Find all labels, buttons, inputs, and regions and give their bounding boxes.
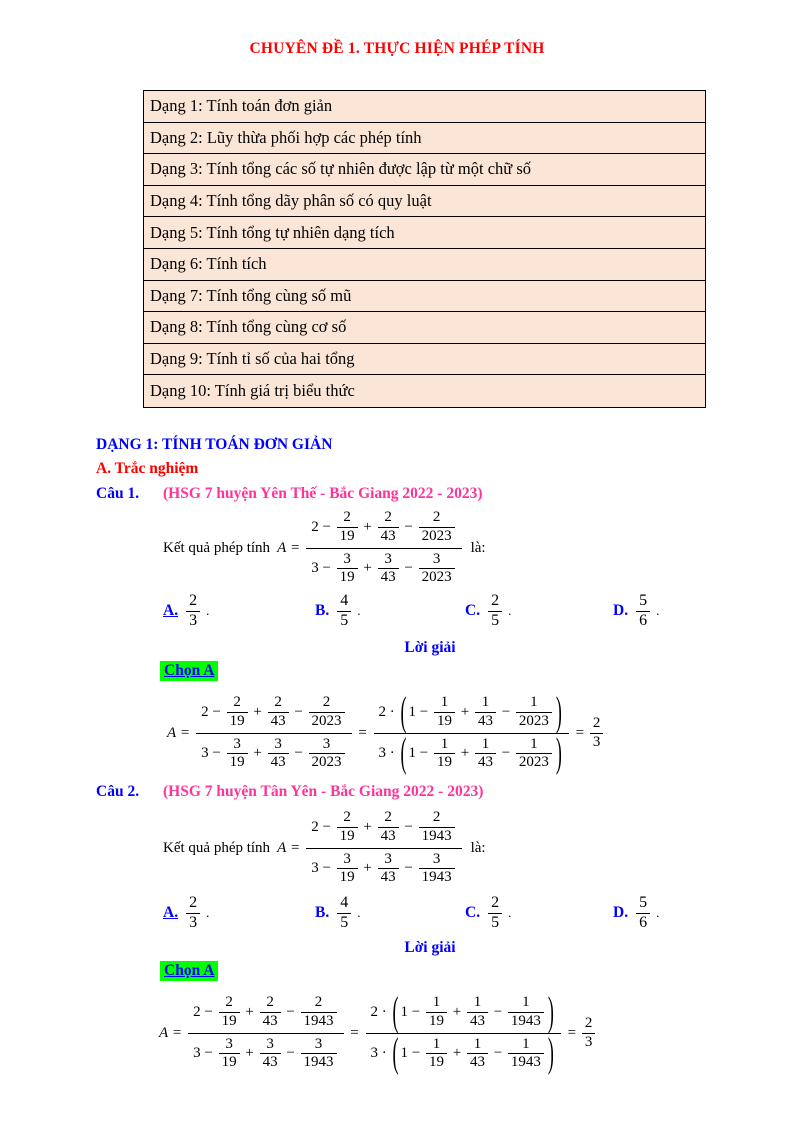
table-row: Dạng 8: Tính tổng cùng cơ số	[144, 312, 705, 344]
answer-choice-badge: Chọn A	[160, 961, 218, 981]
question-1-solution-math: A = 2 − $\frac{2}{19}$ + $\frac{2}{43}$ − $\frac{2}{2023}$ 3 − $\frac{3}{19}$ + $\frac{3}{43}$ − $\frac{3}{2023}$ = 2 · ( 1 − $\frac{1}{19}$ + $\frac{1}{43}$ − $\frac{1}{2023}$ ) 3 · ( 1 − $\frac{1}{19}$ + $\frac{1}{43}$ − $\frac{1}{2023}$ ) = $\frac{2}{3}$	[166, 692, 605, 774]
question-1-formula: A = 2 − $\frac{2}{19}$ + $\frac{2}{43}$ − $\frac{2}{2023}$ 3 − $\frac{3}{19}$ + $\frac{3}{43}$ − $\frac{3}{2023}$	[276, 507, 465, 589]
answer-choice-badge: Chọn A	[160, 661, 218, 681]
option-d-period: .	[656, 905, 660, 920]
question-2-intro: Kết quả phép tính	[163, 839, 271, 856]
option-b-label: B.	[315, 602, 330, 619]
option-b	[315, 588, 360, 634]
option-b-value: $\frac{4}{5}$	[337, 592, 351, 631]
option-c-period: .	[508, 905, 512, 920]
option-d-label: D.	[613, 904, 629, 921]
question-2-options	[0, 890, 794, 936]
option-d	[613, 588, 659, 634]
question-1-source: (HSG 7 huyện Yên Thế - Bắc Giang 2022 - 2023)	[163, 485, 483, 502]
option-d-value: $\frac{5}{6}$	[636, 894, 650, 933]
question-1-solution	[166, 688, 605, 778]
option-c-period: .	[508, 603, 512, 618]
option-a	[163, 588, 209, 634]
section-heading: DẠNG 1: TÍNH TOÁN ĐƠN GIẢN	[96, 436, 333, 453]
question-2-suffix: là:	[470, 839, 486, 856]
option-c-value: $\frac{2}{5}$	[488, 894, 502, 933]
table-row: Dạng 5: Tính tổng tự nhiên dạng tích	[144, 217, 705, 249]
question-1-header	[96, 485, 736, 505]
question-1-intro: Kết quả phép tính	[163, 539, 271, 556]
option-c	[465, 588, 511, 634]
question-1-suffix: là:	[470, 539, 486, 556]
solution-heading: Lời giải	[404, 639, 456, 656]
section-subheading: A. Trắc nghiệm	[96, 460, 199, 477]
table-row: Dạng 3: Tính tổng các số tự nhiên được lập từ một chữ số	[144, 154, 705, 186]
table-row: Dạng 10: Tính giá trị biểu thức	[150, 381, 355, 401]
option-d-label: D.	[613, 602, 629, 619]
option-c-label: C.	[465, 602, 481, 619]
option-a-period: .	[206, 603, 210, 618]
option-a-period: .	[206, 905, 210, 920]
option-a-label: A.	[163, 602, 179, 619]
option-a-label: A.	[163, 904, 179, 921]
question-1-label: Câu 1.	[96, 485, 140, 502]
option-d-period: .	[656, 603, 660, 618]
question-2-header	[96, 783, 736, 803]
page-title: CHUYÊN ĐỀ 1. THỰC HIỆN PHÉP TÍNH	[249, 40, 545, 57]
table-row: Dạng 6: Tính tích	[144, 249, 705, 281]
solution-heading: Lời giải	[404, 939, 456, 956]
question-2-formula: A = 2 − $\frac{2}{19}$ + $\frac{2}{43}$ − $\frac{2}{1943}$ 3 − $\frac{3}{19}$ + $\frac{3}{43}$ − $\frac{3}{1943}$	[276, 807, 465, 889]
table-row: Dạng 1: Tính toán đơn giản	[144, 91, 705, 123]
question-2-label: Câu 2.	[96, 783, 140, 800]
option-b-label: B.	[315, 904, 330, 921]
question-2-solution-math: A = 2 − $\frac{2}{19}$ + $\frac{2}{43}$ − $\frac{2}{1943}$ 3 − $\frac{3}{19}$ + $\frac{3}{43}$ − $\frac{3}{1943}$ = 2 · ( 1 − $\frac{1}{19}$ + $\frac{1}{43}$ − $\frac{1}{1943}$ ) 3 · ( 1 − $\frac{1}{19}$ + $\frac{1}{43}$ − $\frac{1}{1943}$ ) = $\frac{2}{3}$	[158, 992, 597, 1074]
option-b-period: .	[357, 603, 361, 618]
option-b-period: .	[357, 905, 361, 920]
option-b	[315, 890, 360, 936]
table-row: Dạng 4: Tính tổng dãy phân số có quy luật	[144, 186, 705, 218]
option-a	[163, 890, 209, 936]
dang-summary-table	[143, 90, 706, 408]
option-a-value: $\frac{2}{3}$	[186, 592, 200, 631]
question-1-options	[0, 588, 794, 634]
option-d	[613, 890, 659, 936]
table-row: Dạng 7: Tính tổng cùng số mũ	[144, 281, 705, 313]
question-1-statement	[163, 505, 486, 591]
option-c-value: $\frac{2}{5}$	[488, 592, 502, 631]
option-b-value: $\frac{4}{5}$	[337, 894, 351, 933]
table-row: Dạng 9: Tính tỉ số của hai tổng	[144, 344, 705, 376]
option-a-value: $\frac{2}{3}$	[186, 894, 200, 933]
option-c	[465, 890, 511, 936]
option-d-value: $\frac{5}{6}$	[636, 592, 650, 631]
option-c-label: C.	[465, 904, 481, 921]
question-2-solution	[158, 986, 597, 1080]
table-row: Dạng 2: Lũy thừa phối hợp các phép tính	[144, 123, 705, 155]
question-2-source: (HSG 7 huyện Tân Yên - Bắc Giang 2022 - 2023)	[163, 783, 484, 800]
question-2-statement	[163, 805, 486, 891]
